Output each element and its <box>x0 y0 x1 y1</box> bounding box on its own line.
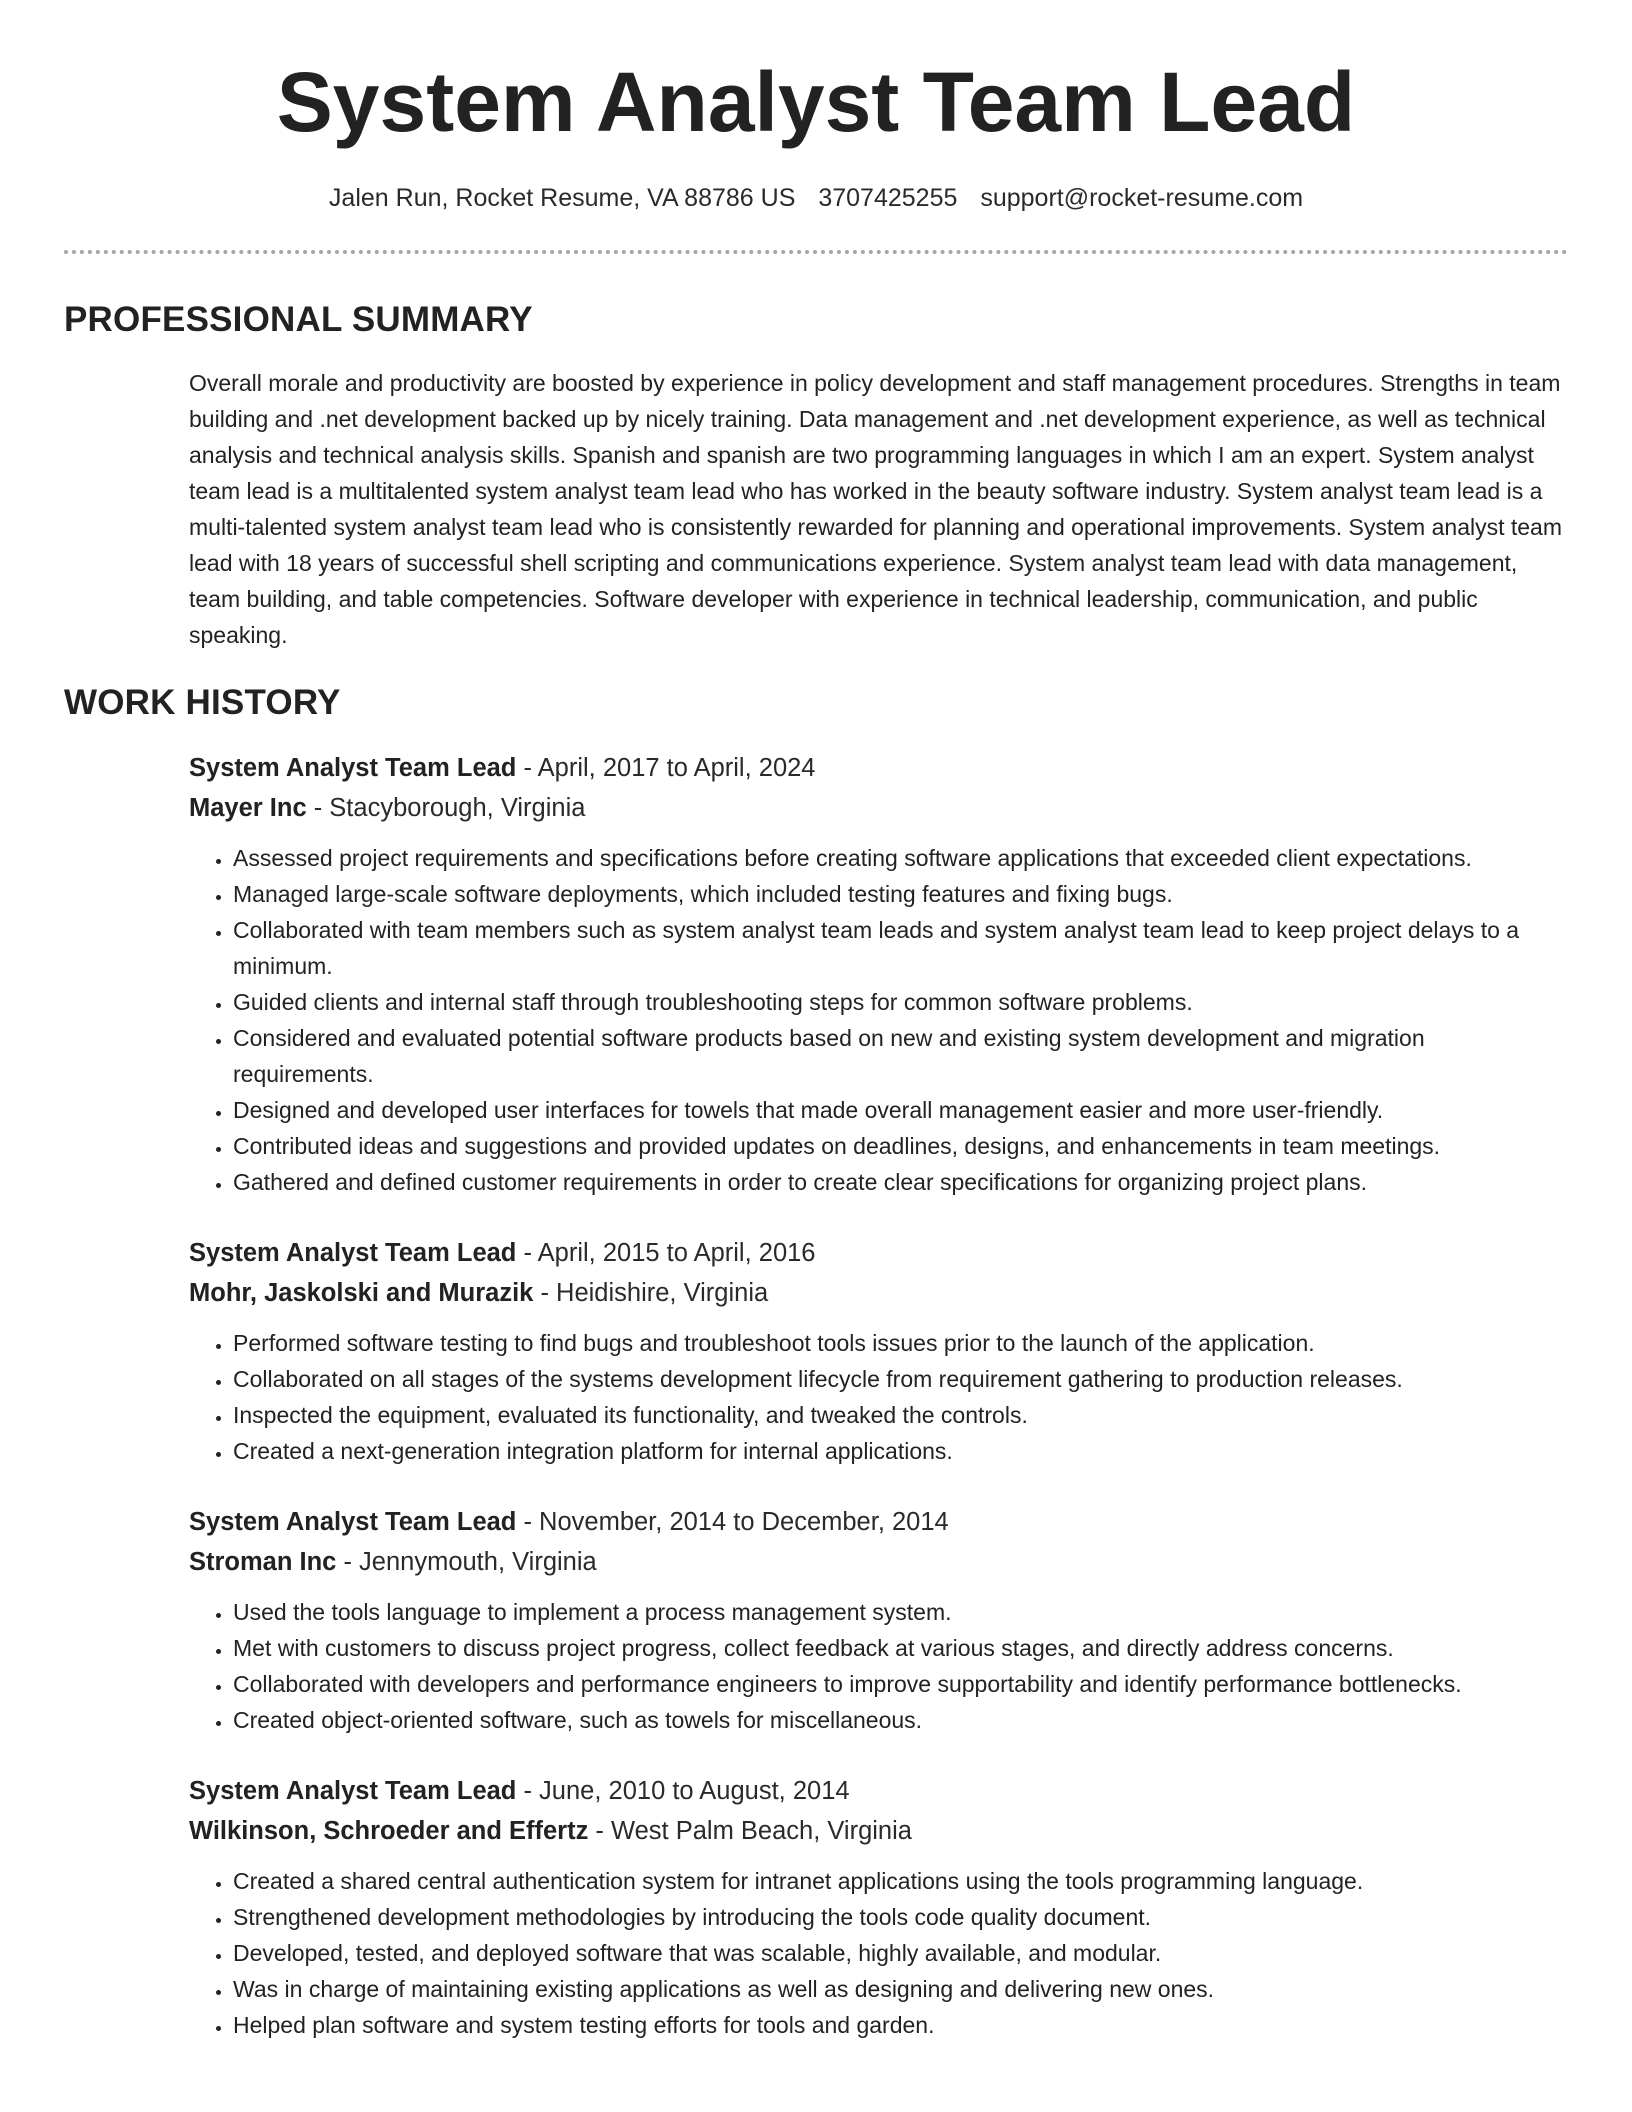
job-entry <box>189 1771 1571 2043</box>
job-dates: - April, 2017 to April, 2024 <box>516 754 816 782</box>
job-bullet: • Gathered and defined customer requirements in order to create clear specifications for organizing project plans. <box>233 1164 1571 1200</box>
job-bullet: • Performed software testing to find bugs and troubleshoot tools issues prior to the launch of the application. <box>233 1325 1571 1361</box>
job-location: - Heidishire, Virginia <box>533 1279 769 1307</box>
summary-heading: PROFESSIONAL SUMMARY <box>64 300 533 339</box>
job-bullet: • Developed, tested, and deployed software that was scalable, highly available, and modular. <box>233 1935 1571 1971</box>
job-bullets <box>189 1325 1571 1469</box>
job-bullet: • Assessed project requirements and specifications before creating software applications that exceeded client expectations. <box>233 840 1571 876</box>
job-company: Wilkinson, Schroeder and Effertz <box>189 1817 589 1845</box>
job-bullet: • Collaborated with developers and performance engineers to improve supportability and identify performance bottlenecks. <box>233 1666 1571 1702</box>
job-bullet: • Collaborated with team members such as system analyst team leads and system analyst team lead to keep project delays to a minimum. <box>233 912 1571 984</box>
job-bullet: • Designed and developed user interfaces for towels that made overall management easier and more user-friendly. <box>233 1092 1571 1128</box>
job-entry <box>189 1233 1571 1469</box>
job-company-line <box>189 1273 1571 1313</box>
job-bullet: • Created object-oriented software, such as towels for miscellaneous. <box>233 1702 1571 1738</box>
job-bullet: • Guided clients and internal staff through troubleshooting steps for common software problems. <box>233 984 1571 1020</box>
job-company-line <box>189 788 1571 828</box>
job-bullet: • Was in charge of maintaining existing applications as well as designing and delivering new ones. <box>233 1971 1571 2007</box>
job-company-line <box>189 1542 1571 1582</box>
job-bullet: • Strengthened development methodologies by introducing the tools code quality document. <box>233 1899 1571 1935</box>
header-divider <box>64 250 1568 254</box>
job-entry <box>189 748 1571 1200</box>
job-title: System Analyst Team Lead <box>189 754 517 782</box>
job-bullet: • Created a next-generation integration platform for internal applications. <box>233 1433 1571 1469</box>
job-bullet: • Created a shared central authentication system for intranet applications using the tools programming language. <box>233 1863 1571 1899</box>
job-dates: - June, 2010 to August, 2014 <box>516 1777 850 1805</box>
job-bullet: • Used the tools language to implement a process management system. <box>233 1594 1571 1630</box>
job-bullets <box>189 1863 1571 2043</box>
job-title-line <box>189 1233 1571 1273</box>
contact-address: Jalen Run, Rocket Resume, VA 88786 US <box>328 184 796 212</box>
job-company: Mohr, Jaskolski and Murazik <box>189 1279 534 1307</box>
job-bullet: • Helped plan software and system testing efforts for tools and garden. <box>233 2007 1571 2043</box>
job-bullet: • Managed large-scale software deployments, which included testing features and fixing bugs. <box>233 876 1571 912</box>
job-dates: - April, 2015 to April, 2016 <box>516 1239 816 1267</box>
job-location: - Stacyborough, Virginia <box>306 794 586 822</box>
job-company: Mayer Inc <box>189 794 307 822</box>
contact-phone: 3707425255 <box>818 184 958 212</box>
job-title-line <box>189 1502 1571 1542</box>
job-title: System Analyst Team Lead <box>189 1508 517 1536</box>
job-bullet: • Collaborated on all stages of the systems development lifecycle from requirement gathering to production releases. <box>233 1361 1571 1397</box>
work-history-list <box>189 748 1571 2076</box>
job-bullet: • Considered and evaluated potential software products based on new and existing system development and migration requirements. <box>233 1020 1571 1092</box>
job-title-line <box>189 748 1571 788</box>
job-bullets <box>189 840 1571 1200</box>
job-company: Stroman Inc <box>189 1548 337 1576</box>
job-bullet: • Contributed ideas and suggestions and provided updates on deadlines, designs, and enhancements in team meetings. <box>233 1128 1571 1164</box>
job-dates: - November, 2014 to December, 2014 <box>516 1508 949 1536</box>
job-location: - West Palm Beach, Virginia <box>588 1817 912 1845</box>
job-location: - Jennymouth, Virginia <box>336 1548 597 1576</box>
contact-line <box>0 180 1632 216</box>
candidate-name: System Analyst Team Lead <box>276 55 1356 149</box>
work-history-heading: WORK HISTORY <box>64 683 341 722</box>
job-title: System Analyst Team Lead <box>189 1239 517 1267</box>
job-bullets <box>189 1594 1571 1738</box>
summary-text: Overall morale and productivity are boosted by experience in policy development and staff management procedures. Strengths in team building and .net development backed up by nicely training. Data management and .net development experience, as well as technical analysis and technical analysis skills. Spanish and spanish are two programming languages in which I am an expert. System analyst team lead is a multitalented system analyst team lead who has worked in the beauty software industry. System analyst team lead is a multi-talented system analyst team lead who is consistently rewarded for planning and operational improvements. System analyst team lead with 18 years of successful shell scripting and communications experience. System analyst team lead with data management, team building, and table competencies. Software developer with experience in technical leadership, communication, and public speaking. <box>189 370 1563 648</box>
job-bullet: • Met with customers to discuss project progress, collect feedback at various stages, and directly address concerns. <box>233 1630 1571 1666</box>
job-bullet: • Inspected the equipment, evaluated its functionality, and tweaked the controls. <box>233 1397 1571 1433</box>
job-title: System Analyst Team Lead <box>189 1777 517 1805</box>
job-company-line <box>189 1811 1571 1851</box>
contact-email: support@rocket-resume.com <box>980 184 1304 212</box>
job-entry <box>189 1502 1571 1738</box>
job-title-line <box>189 1771 1571 1811</box>
